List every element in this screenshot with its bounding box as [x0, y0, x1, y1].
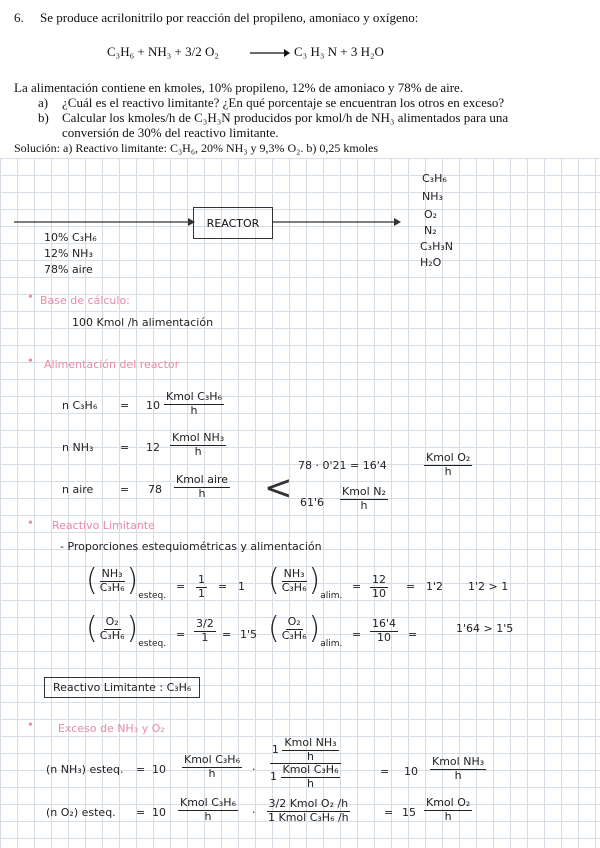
- ratio-o2-alim-frac: $\frac{16'4}{10}$: [372, 617, 397, 644]
- question-a: ¿Cuál es el reactivo limitante? ¿En qué porcentaje se encuentran los otros en exceso?: [62, 95, 505, 110]
- reactor-label: REACTOR: [206, 216, 260, 230]
- feed-arrow-icon: [14, 214, 196, 228]
- n-nh3-unit: $\frac{\text{Kmol NH₃}}{h}$: [172, 431, 225, 458]
- eq-sign: =: [120, 399, 130, 412]
- dot: ·: [252, 806, 256, 819]
- product-arrow-icon: [272, 214, 402, 228]
- eq-sign: =: [120, 483, 130, 496]
- dot: ·: [252, 763, 256, 776]
- n-c3h6-value: 10: [146, 399, 160, 412]
- feed-title: Alimentación del reactor: [44, 358, 180, 371]
- eq-sign: =: [384, 806, 394, 819]
- reactor-box: [193, 207, 273, 239]
- n-c3h6-unit: $\frac{\text{Kmol C₃H₆}}{h}$: [166, 390, 222, 417]
- eq-sign: =: [176, 628, 186, 641]
- eq-sign: =: [176, 580, 186, 593]
- input-c3h6: 10% C₃H₆: [44, 231, 97, 244]
- ratio-o2-alim: ( $\frac{\text{O₂}}{\text{C₃H₆}}$ )$_{alim.}$: [268, 611, 343, 649]
- excess-title: Exceso de NH₃ y O₂: [58, 722, 165, 735]
- ex2-label: (n O₂) esteq.: [46, 806, 116, 819]
- solution-text: Solución: a) Reactivo limitante: C₃H₆, 20% NH₃ y 9,3% O₂. b) 0,25 kmoles: [14, 141, 379, 155]
- output-nh3: NH₃: [422, 190, 443, 203]
- output-h2o: H₂O: [420, 256, 442, 269]
- n-air-value: 78: [148, 483, 162, 496]
- n2-unit: $\frac{\text{Kmol N₂}}{h}$: [342, 485, 386, 512]
- ratio-nh3-alim: ( $\frac{\text{NH₃}}{\text{C₃H₆}}$ )$_{alim.}$: [268, 563, 343, 601]
- o2-calc: 78 · 0'21 = 16'4: [298, 459, 387, 472]
- ratio-nh3-frac: $\frac{1}{1}$: [198, 573, 205, 600]
- eq-sign: =: [380, 765, 390, 778]
- output-c3h6: C₃H₆: [422, 172, 447, 185]
- ex1-result-unit: $\frac{\text{Kmol NH₃}}{h}$: [432, 755, 485, 782]
- n-c3h6-label: n C₃H₆: [62, 399, 98, 412]
- base-value: 100 Kmol /h alimentación: [72, 316, 214, 329]
- n-nh3-label: n NH₃: [62, 441, 94, 454]
- ratio-nh3-result: 1: [238, 580, 245, 593]
- bullet: •: [28, 516, 33, 531]
- n2-calc: 61'6: [300, 496, 325, 509]
- reaction-arrow-icon: [248, 47, 290, 59]
- limit-title: Reactivo Limitante: [52, 519, 155, 532]
- eq-sign: =: [408, 628, 418, 641]
- ex1-value: 10: [152, 763, 166, 776]
- ratio-o2-compare: 1'64 > 1'5: [456, 622, 514, 635]
- n-air-label: n aire: [62, 483, 94, 496]
- problem-statement: Se produce acrilonitrilo por reacción del propileno, amoniaco y oxígeno:: [40, 10, 419, 25]
- ratio-nh3-alim-result: 1'2: [426, 580, 444, 593]
- limit-answer: Reactivo Limitante : C₃H₆: [53, 681, 192, 694]
- bullet: •: [28, 718, 33, 733]
- eq-sign: =: [406, 580, 416, 593]
- ratio-nh3-esteq: ( $\frac{\text{NH₃}}{\text{C₃H₆}}$ )$_{esteq.}$: [86, 563, 167, 601]
- ex2-value: 10: [152, 806, 166, 819]
- question-b-label: b): [38, 110, 49, 125]
- equation-left: C₃H₆ + NH₃ + 3/2 O₂: [107, 44, 219, 59]
- ex1-label: (n NH₃) esteq.: [46, 763, 124, 776]
- feed-text: La alimentación contiene en kmoles, 10% propileno, 12% de amoniaco y 78% de aire.: [14, 80, 464, 95]
- bullet: •: [28, 290, 33, 305]
- ex2-unit: $\frac{\text{Kmol C₃H₆}}{h}$: [180, 796, 236, 823]
- ratio-o2-esteq: ( $\frac{\text{O₂}}{\text{C₃H₆}}$ )$_{esteq.}$: [86, 611, 167, 649]
- ex1-ratio: 1 $\frac{\text{Kmol NH₃}}{h}$ 1 $\frac{\text{Kmol C₃H₆}}{h}$: [268, 737, 342, 791]
- branch-bracket-icon: <: [264, 468, 293, 508]
- bullet: •: [28, 354, 33, 369]
- ex1-result: 10: [404, 765, 418, 778]
- input-nh3: 12% NH₃: [44, 247, 93, 260]
- input-air: 78% aire: [44, 263, 93, 276]
- ratio-nh3-compare: 1'2 > 1: [468, 580, 509, 593]
- ex2-result: 15: [402, 806, 416, 819]
- output-o2: O₂: [424, 208, 438, 221]
- ratio-nh3-alim-frac: $\frac{12}{10}$: [372, 573, 386, 600]
- eq-sign: =: [352, 628, 362, 641]
- output-n2: N₂: [424, 224, 437, 237]
- output-c3h3n: C₃H₃N: [420, 240, 453, 253]
- eq-sign: =: [222, 628, 232, 641]
- question-a-label: a): [38, 95, 49, 110]
- eq-sign: =: [136, 763, 146, 776]
- eq-sign: =: [120, 441, 130, 454]
- eq-sign: =: [136, 806, 146, 819]
- ex1-unit: $\frac{\text{Kmol C₃H₆}}{h}$: [184, 753, 240, 780]
- n-nh3-value: 12: [146, 441, 160, 454]
- proportions-text: - Proporciones estequiométricas y alimentación: [60, 540, 322, 553]
- eq-sign: =: [352, 580, 362, 593]
- base-title: Base de cálculo:: [40, 294, 130, 307]
- question-b-line1: Calcular los kmoles/h de C₃H₃N producidos por kmol/h de NH₃ alimentados para una: [62, 110, 509, 125]
- problem-header: [0, 0, 600, 158]
- n-air-unit: $\frac{\text{Kmol aire}}{h}$: [176, 473, 229, 500]
- o2-unit: $\frac{\text{Kmol O₂}}{h}$: [426, 451, 471, 478]
- ratio-o2-result: 1'5: [240, 628, 258, 641]
- problem-number: 6.: [14, 10, 24, 25]
- eq-sign: =: [218, 580, 228, 593]
- equation-right: C₃ H₃ N + 3 H₂O: [294, 44, 384, 59]
- ratio-o2-frac: $\frac{3/2}{1}$: [196, 617, 214, 644]
- limit-answer-box: [44, 677, 200, 698]
- question-b-line2: conversión de 30% del reactivo limitante.: [62, 125, 279, 140]
- ex2-result-unit: $\frac{\text{Kmol O₂}}{h}$: [426, 796, 471, 823]
- ex2-ratio: $\frac{\text{3/2 Kmol O₂ /h}}{\text{1 Kmol C₃H₆ /h}}$: [268, 797, 349, 824]
